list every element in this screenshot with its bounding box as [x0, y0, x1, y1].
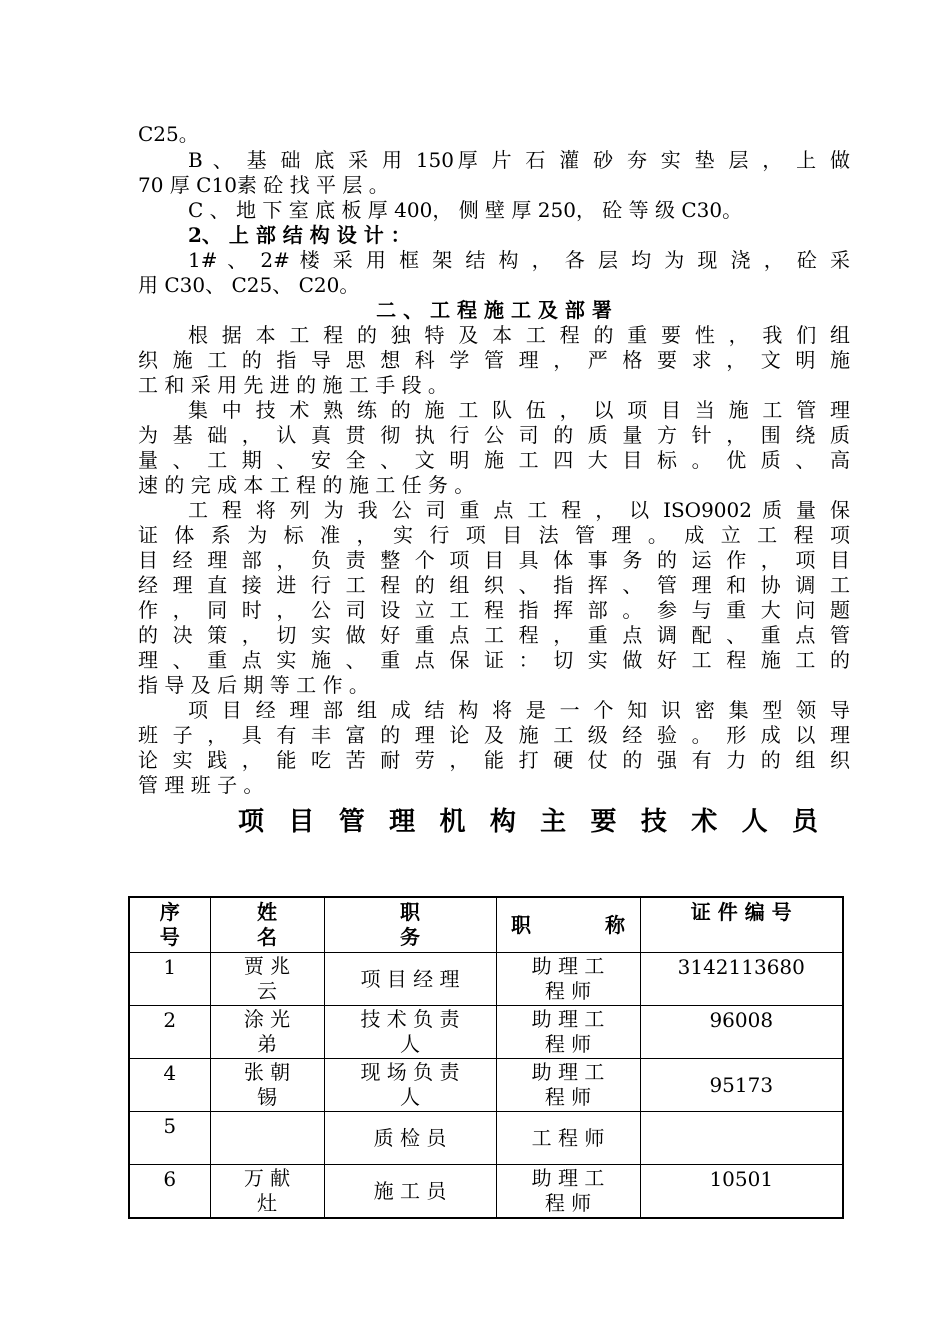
cell-name-line2: 云 [257, 979, 277, 1003]
header-name-line1: 姓 [257, 900, 277, 924]
staff-table [128, 896, 844, 1219]
cell-no: 4 [129, 1059, 210, 1112]
cell-no: 1 [129, 953, 210, 1006]
header-cert-label: 证 件 编 号 [690, 900, 792, 924]
cell-post-line1: 技 术 负 责 [360, 1007, 460, 1031]
cell-title-line1: 工 程 师 [531, 1125, 605, 1150]
cell-name [210, 1059, 324, 1112]
text-line: 集 中 技 术 熟 练 的 施 工 队 伍 ， 以 项 目 当 施 工 管 理 [188, 398, 850, 422]
cell-name-line2: 弟 [257, 1032, 277, 1056]
cell-title [496, 1006, 640, 1059]
cell-name [210, 1165, 324, 1219]
text-line: B 、 基 础 底 采 用 150厚 片 石 灌 砂 夯 实 垫 层 ， 上 做 [188, 148, 850, 172]
cell-title-line2: 程 师 [544, 1191, 592, 1215]
header-name [210, 897, 324, 953]
cell-post-line1: 施 工 员 [373, 1178, 447, 1203]
cell-no: 6 [129, 1165, 210, 1219]
header-post [324, 897, 496, 953]
cell-post-line1: 项 目 经 理 [360, 966, 460, 991]
cell-no: 2 [129, 1006, 210, 1059]
header-cert [640, 897, 843, 953]
text-line: 项 目 经 理 部 组 成 结 构 将 是 一 个 知 识 密 集 型 领 导 [188, 698, 850, 722]
text-line: 经 理 直 接 进 行 工 程 的 组 织 、 指 挥 、 管 理 和 协 调 工 [138, 573, 850, 597]
table-header-row [129, 897, 843, 953]
text-line: C25。 [138, 122, 199, 146]
section-heading: 2、 上 部 结 构 设 计 ： [188, 223, 411, 247]
text-line: 班 子 ， 具 有 丰 富 的 理 论 及 施 工 级 经 验 。 形 成 以 理 [138, 723, 850, 747]
text-line: 目 经 理 部 ， 负 责 整 个 项 目 具 体 事 务 的 运 作 ， 项 目 [138, 548, 850, 572]
cell-title [496, 1165, 640, 1219]
header-no [129, 897, 210, 953]
cell-name-line1: 贾 兆 [243, 954, 291, 978]
text-line: 的 决 策 ， 切 实 做 好 重 点 工 程 ， 重 点 调 配 、 重 点 管 [138, 623, 850, 647]
text-line: 量 、 工 期 、 安 全 、 文 明 施 工 四 大 目 标 。 优 质 、 高 [138, 448, 850, 472]
cell-name-line1: 涂 光 [243, 1007, 291, 1031]
cell-title [496, 1112, 640, 1165]
text-line: 论 实 践 ， 能 吃 苦 耐 劳 ， 能 打 硬 仗 的 强 有 力 的 组 织 [138, 748, 850, 772]
table-row [129, 953, 843, 1006]
text-line: 1# 、 2# 楼 采 用 框 架 结 构 ， 各 层 均 为 现 浇 ， 砼 采 [188, 248, 850, 272]
header-post-line1: 职 [400, 900, 420, 924]
cell-title-line2: 程 师 [544, 1032, 592, 1056]
cell-post [324, 953, 496, 1006]
cell-title-line2: 程 师 [544, 979, 592, 1003]
table-row [129, 1006, 843, 1059]
cell-name-line2: 灶 [257, 1191, 277, 1215]
text-line: 理 、 重 点 实 施 、 重 点 保 证 ： 切 实 做 好 工 程 施 工 的 [138, 648, 850, 672]
cell-name [210, 953, 324, 1006]
cell-post-line1: 现 场 负 责 [360, 1060, 460, 1084]
header-title-part2: 称 [604, 912, 625, 937]
header-no-line2: 号 [159, 925, 180, 949]
text-line: 织 施 工 的 指 导 思 想 科 学 管 理 ， 严 格 要 求 ， 文 明 施 [138, 348, 850, 372]
text-line: 证 体 系 为 标 准 ， 实 行 项 目 法 管 理 。 成 立 工 程 项 [138, 523, 850, 547]
cell-title [496, 1059, 640, 1112]
cell-cert: 10501 [640, 1165, 843, 1219]
cell-cert: 95173 [640, 1059, 843, 1112]
text-line: 作 ， 同 时 ， 公 司 设 立 工 程 指 挥 部 。 参 与 重 大 问 题 [138, 598, 850, 622]
cell-title-line1: 助 理 工 [531, 1166, 605, 1190]
text-line: 为 基 础 ， 认 真 贯 彻 执 行 公 司 的 质 量 方 针 ， 围 绕 质 [138, 423, 850, 447]
cell-post [324, 1112, 496, 1165]
cell-title [496, 953, 640, 1006]
table-title: 项 目 管 理 机 构 主 要 技 术 人 员 [238, 807, 818, 837]
cell-name-line1: 万 献 [243, 1166, 291, 1190]
cell-post [324, 1059, 496, 1112]
cell-no: 5 [129, 1112, 210, 1165]
header-title-part1: 职 [511, 912, 532, 937]
text-line: C 、 地 下 室 底 板 厚 400， 侧 壁 厚 250， 砼 等 级 C30。 [188, 198, 743, 222]
header-title [496, 897, 640, 953]
text-line: 指 导 及 后 期 等 工 作 。 [138, 673, 369, 697]
cell-post-line2: 人 [400, 1085, 420, 1109]
cell-post-line1: 质 检 员 [373, 1125, 447, 1150]
cell-post [324, 1165, 496, 1219]
cell-title-line1: 助 理 工 [531, 1007, 605, 1031]
cell-name [210, 1112, 324, 1165]
header-name-line2: 名 [257, 925, 277, 949]
text-line: 根 据 本 工 程 的 独 特 及 本 工 程 的 重 要 性 ， 我 们 组 [188, 323, 850, 347]
text-line: 工 程 将 列 为 我 公 司 重 点 工 程 ， 以 ISO9002 质 量 保 [188, 498, 850, 522]
text-line: 速 的 完 成 本 工 程 的 施 工 任 务 。 [138, 473, 475, 497]
table-row [129, 1165, 843, 1219]
cell-title-line1: 助 理 工 [531, 954, 605, 978]
header-no-line1: 序 [159, 900, 180, 924]
table-row [129, 1112, 843, 1165]
table-row [129, 1059, 843, 1112]
cell-name [210, 1006, 324, 1059]
cell-post-line2: 人 [400, 1032, 420, 1056]
cell-title-line2: 程 师 [544, 1085, 592, 1109]
chapter-heading: 二 、 工 程 施 工 及 部 署 [376, 298, 612, 322]
header-post-line2: 务 [400, 925, 420, 949]
cell-name-line2: 锡 [257, 1085, 277, 1109]
cell-cert: 3142113680 [640, 953, 843, 1006]
cell-title-line1: 助 理 工 [531, 1060, 605, 1084]
text-line: 工 和 采 用 先 进 的 施 工 手 段 。 [138, 373, 448, 397]
cell-cert: 96008 [640, 1006, 843, 1059]
cell-name-line1: 张 朝 [243, 1060, 291, 1084]
text-line: 70 厚 C10素 砼 找 平 层 。 [138, 173, 389, 197]
text-line: 管 理 班 子 。 [138, 773, 264, 797]
cell-post [324, 1006, 496, 1059]
cell-cert [640, 1112, 843, 1165]
text-line: 用 C30、 C25、 C20。 [138, 273, 360, 297]
